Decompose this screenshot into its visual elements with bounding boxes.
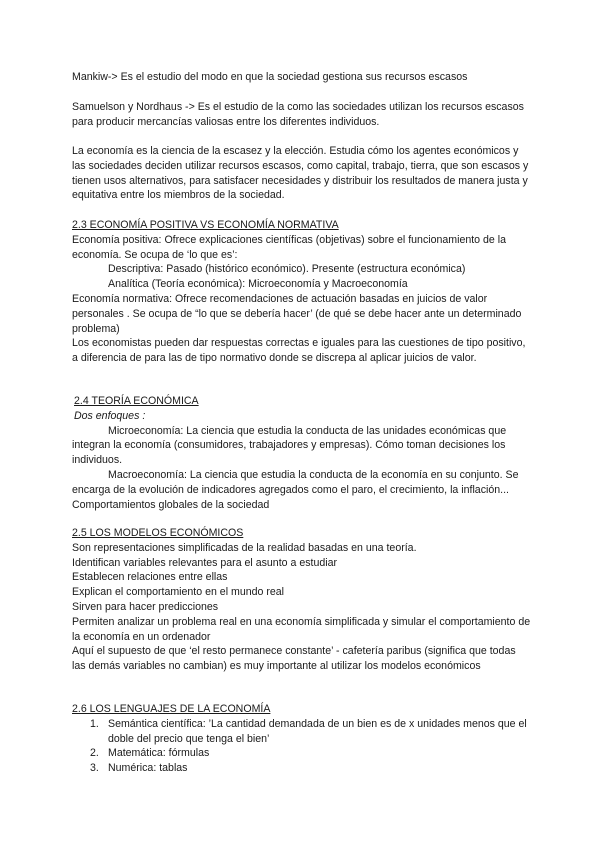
samuelson-definition: Samuelson y Nordhaus -> Es el estudio de la como las sociedades utilizan los recursos escasos para producir mercancías valiosas entre los diferentes individuos. xyxy=(72,101,524,128)
descriptiva-line: Descriptiva: Pasado (histórico económico). Presente (estructura económica) xyxy=(108,263,466,276)
modelos-line: Aquí el supuesto de que ‘el resto permanece constante’ - cafetería paribus (significa que todas las demás variables no cambian) es muy importante al utilizar los modelos económicos xyxy=(72,645,516,673)
list-item-number: 1. xyxy=(90,717,99,730)
section-2-6 xyxy=(72,702,532,776)
section-2-4 xyxy=(72,394,532,512)
modelos-line: Identifican variables relevantes para el asunto a estudiar xyxy=(72,556,338,569)
list-item-number: 2. xyxy=(90,747,99,760)
normativa-paragraph: Economía normativa: Ofrece recomendaciones de actuación basadas en juicios de valor personales . Se ocupa de “lo que se debería hacer’ (de qué se debe hacer ante un determinado problema) xyxy=(72,292,522,335)
lenguajes-list xyxy=(72,717,532,776)
macro-paragraph: Macroeconomía: La ciencia que estudia la conducta de la economía en su conjunto. Se encarga de la evolución de indicadores agregados como el paro, el crecimiento, la inflación... Comportamientos globales de la sociedad xyxy=(72,468,519,511)
modelos-line: Sirven para hacer predicciones xyxy=(72,600,219,613)
list-item-number: 3. xyxy=(90,762,99,775)
list-item xyxy=(72,746,532,761)
modelos-line: Establecen relaciones entre ellas xyxy=(72,571,228,584)
list-item-text: Numérica: tablas xyxy=(108,762,188,775)
analitica-line: Analítica (Teoría económica): Microeconomía y Macroeconomía xyxy=(108,278,408,291)
positiva-paragraph: Economía positiva: Ofrece explicaciones científicas (objetivas) sobre el funcionamiento de la economía. Se ocupa de ‘lo que es’: xyxy=(72,233,506,261)
economia-definition: La economía es la ciencia de la escasez y la elección. Estudia cómo los agentes económicos y las sociedades deciden utilizar recursos escasos, como capital, trabajo, tierra, que son escasos y tienen usos alternativos, para satisfacer necesidades y distribuir los resultados de manera justa y equitativa entre los miembros de la sociedad. xyxy=(72,145,529,202)
list-item xyxy=(72,717,532,747)
enfoques-label: Dos enfoques : xyxy=(74,409,146,422)
micro-paragraph: Microeconomía: La ciencia que estudia la conducta de las unidades económicas que integran la economía (consumidores, trabajadores y empresas). Cómo toman decisiones los individuos. xyxy=(72,424,507,467)
modelos-line: Permiten analizar un problema real en una economía simplificada y simular el comportamiento de la economía en un ordenador xyxy=(72,615,531,643)
section-2-5-heading: 2.5 LOS MODELOS ECONÓMICOS xyxy=(72,527,244,539)
modelos-line: Son representaciones simplificadas de la realidad basadas en una teoría. xyxy=(72,541,417,554)
section-2-3 xyxy=(72,218,532,366)
section-2-4-heading: 2.4 TEORÍA ECONÓMICA xyxy=(74,395,199,407)
section-2-6-heading: 2.6 LOS LENGUAJES DE LA ECONOMÍA xyxy=(72,703,271,715)
list-item-text: Semántica científica: ’La cantidad demandada de un bien es de x unidades menos que el doble del precio que tenga el bien’ xyxy=(108,717,527,745)
list-item-text: Matemática: fórmulas xyxy=(108,747,210,760)
section-2-3-heading: 2.3 ECONOMÍA POSITIVA VS ECONOMÍA NORMATIVA xyxy=(72,219,339,231)
modelos-line: Explican el comportamiento en el mundo real xyxy=(72,586,284,599)
section-2-5 xyxy=(72,526,532,674)
mankiw-definition: Mankiw-> Es el estudio del modo en que la sociedad gestiona sus recursos escasos xyxy=(72,71,468,83)
list-item xyxy=(72,761,532,776)
economistas-paragraph: Los economistas pueden dar respuestas correctas e iguales para las cuestiones de tipo positivo, a diferencia de para las de tipo normativo donde se discrepa al aplicar juicios de valor. xyxy=(72,337,526,365)
